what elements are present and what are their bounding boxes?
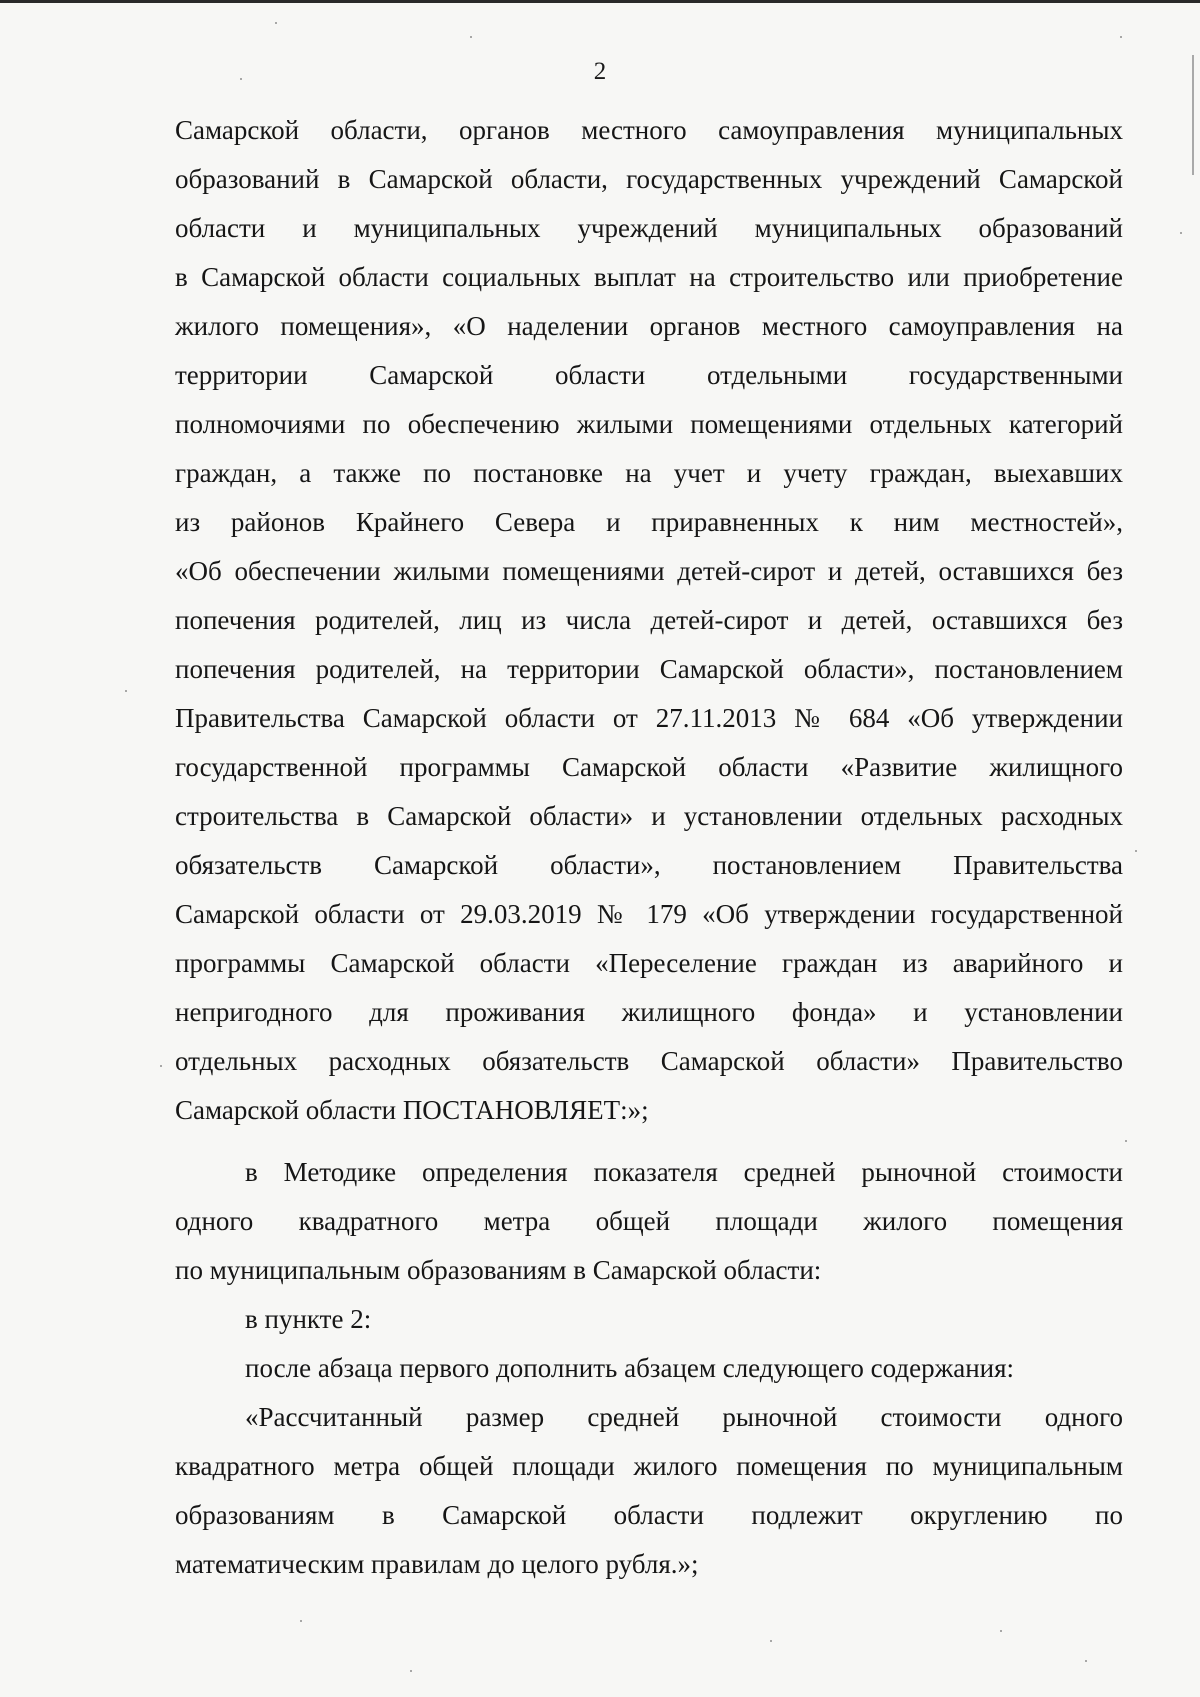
text-line: образованиям в Самарской области подлежит округлению по bbox=[175, 1500, 1123, 1530]
text-line: строительства в Самарской области» и установлении отдельных расходных bbox=[175, 801, 1123, 831]
text-line: в пункте 2: bbox=[245, 1304, 372, 1334]
text-line: в Методике определения показателя средней рыночной стоимости bbox=[245, 1157, 1123, 1187]
text-line: попечения родителей, на территории Самарской области», постановлением bbox=[175, 654, 1123, 684]
scan-speck bbox=[160, 1065, 162, 1067]
text-line: попечения родителей, лиц из числа детей-сирот и детей, оставшихся без bbox=[175, 605, 1123, 635]
text-line: «Об обеспечении жилыми помещениями детей-сирот и детей, оставшихся без bbox=[175, 556, 1123, 586]
scan-speck bbox=[300, 1620, 302, 1622]
text-line: математическим правилам до целого рубля.»; bbox=[175, 1549, 699, 1579]
paragraph-2 bbox=[175, 1148, 1123, 1295]
scan-speck bbox=[410, 1670, 412, 1672]
text-line: жилого помещения», «О наделении органов местного самоуправления на bbox=[175, 311, 1123, 341]
text-line: после абзаца первого дополнить абзацем следующего содержания: bbox=[245, 1353, 1015, 1383]
text-line: непригодного для проживания жилищного фонда» и установлении bbox=[175, 997, 1123, 1027]
paragraph-4 bbox=[175, 1344, 1123, 1393]
text-line: Самарской области ПОСТАНОВЛЯЕТ:»; bbox=[175, 1095, 649, 1125]
scan-speck bbox=[470, 36, 472, 38]
text-line: Самарской области от 29.03.2019 № 179 «Об утверждении государственной bbox=[175, 899, 1123, 929]
paragraph-3 bbox=[175, 1295, 1123, 1344]
scan-speck bbox=[1000, 1630, 1002, 1632]
paragraph-1 bbox=[175, 106, 1123, 1135]
scan-speck bbox=[770, 1640, 772, 1642]
paragraph-5 bbox=[175, 1393, 1123, 1589]
text-line: в Самарской области социальных выплат на строительство или приобретение bbox=[175, 262, 1123, 292]
text-line: «Рассчитанный размер средней рыночной стоимости одного bbox=[245, 1402, 1123, 1432]
text-line: полномочиями по обеспечению жилыми помещениями отдельных категорий bbox=[175, 409, 1123, 439]
scan-speck bbox=[1135, 850, 1137, 852]
text-line: отдельных расходных обязательств Самарской области» Правительство bbox=[175, 1046, 1123, 1076]
scan-speck bbox=[1120, 36, 1122, 38]
scan-speck bbox=[125, 690, 127, 692]
text-line: государственной программы Самарской области «Развитие жилищного bbox=[175, 752, 1123, 782]
scan-speck bbox=[240, 78, 242, 80]
text-line: квадратного метра общей площади жилого помещения по муниципальным bbox=[175, 1451, 1123, 1481]
text-line: Самарской области, органов местного самоуправления муниципальных bbox=[175, 115, 1123, 145]
scan-speck bbox=[275, 22, 277, 24]
top-border-line bbox=[0, 0, 1200, 3]
text-line: программы Самарской области «Переселение граждан из аварийного и bbox=[175, 948, 1123, 978]
text-line: области и муниципальных учреждений муниципальных образований bbox=[175, 213, 1123, 243]
text-line: образований в Самарской области, государственных учреждений Самарской bbox=[175, 164, 1123, 194]
text-line: по муниципальным образованиям в Самарской области: bbox=[175, 1255, 822, 1285]
scan-speck bbox=[1125, 1140, 1127, 1142]
scan-speck bbox=[1180, 232, 1182, 234]
text-line: граждан, а также по постановке на учет и учету граждан, выехавших bbox=[175, 458, 1123, 488]
text-line: территории Самарской области отдельными государственными bbox=[175, 360, 1123, 390]
page-number: 2 bbox=[593, 58, 607, 85]
text-line: одного квадратного метра общей площади жилого помещения bbox=[175, 1206, 1123, 1236]
text-line: обязательств Самарской области», постановлением Правительства bbox=[175, 850, 1123, 880]
scan-speck bbox=[1085, 1660, 1087, 1662]
text-line: Правительства Самарской области от 27.11.2013 № 684 «Об утверждении bbox=[175, 703, 1123, 733]
text-line: из районов Крайнего Севера и приравненных к ним местностей», bbox=[175, 507, 1123, 537]
